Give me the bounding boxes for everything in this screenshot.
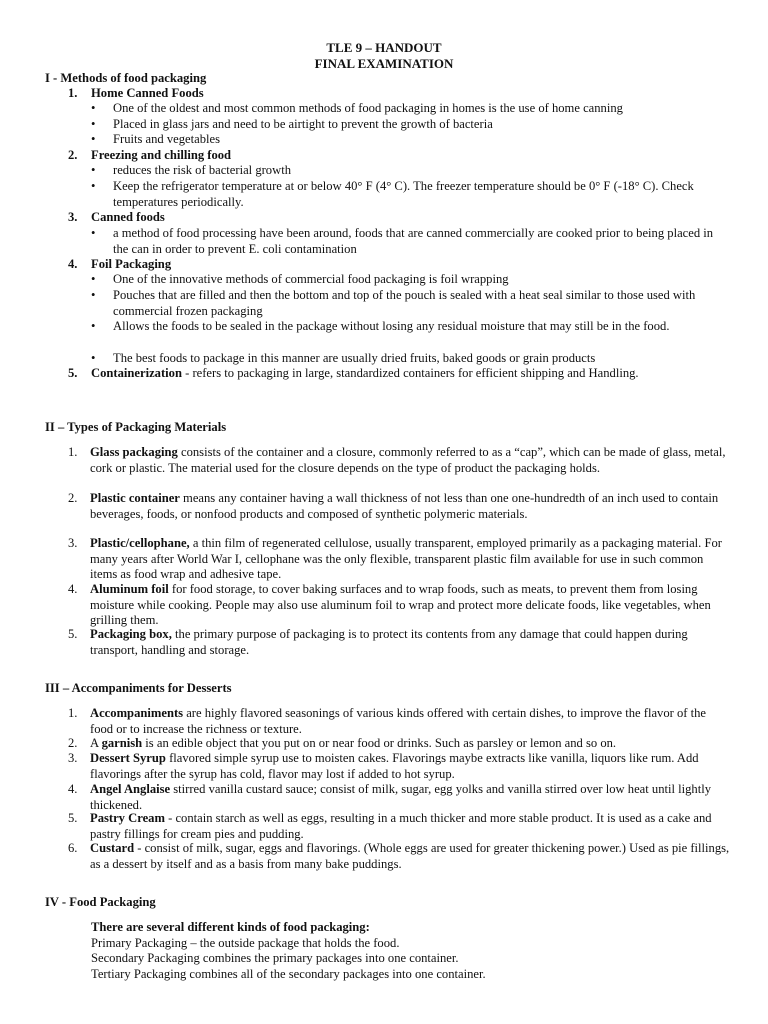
- section-2-heading: II – Types of Packaging Materials: [45, 420, 227, 434]
- s1-item-2-label: Freezing and chilling food: [91, 148, 232, 162]
- title-line-1: TLE 9 – HANDOUT: [326, 40, 442, 55]
- title-line-2: FINAL EXAMINATION: [314, 55, 454, 71]
- bullet-icon: •: [91, 319, 96, 333]
- bullet-icon: •: [91, 288, 96, 302]
- s4-intro-heading: There are several different kinds of food packaging:: [91, 920, 370, 934]
- section-3-heading: III – Accompaniments for Desserts: [45, 681, 232, 695]
- s1-item-4-label: Foil Packaging: [91, 257, 172, 271]
- s4-intro: [91, 920, 731, 982]
- s4-line: Primary Packaging – the outside package that holds the food.: [91, 935, 400, 950]
- s1-item-5-text: Containerization - refers to packaging in large, standardized containers for efficient shipping and Handling.: [91, 366, 639, 380]
- bullet-icon: •: [91, 351, 96, 365]
- bullet-icon: •: [91, 117, 96, 131]
- section-1-heading: I - Methods of food packaging: [45, 71, 207, 85]
- bullet-icon: •: [91, 163, 96, 177]
- handout-title: [0, 40, 768, 71]
- bullet-icon: •: [91, 101, 96, 115]
- section-4-heading: IV - Food Packaging: [45, 895, 156, 909]
- s4-line: Secondary Packaging combines the primary packages into one container.: [91, 951, 459, 965]
- handout-page: TLE 9 – HANDOUT FINAL EXAMINATION I - Methods of food packaging 1. Home Canned Foods • One of the oldest and most common methods of food packaging in homes is the use of home canning • Placed in glass jars and need to be airtight to prevent the growth of bacteria • Fruits and vegetables 2. Freezing and chilling food • reduces the risk of bacterial growth • Keep the refrigerator temperature at or below 40° F (4° C). The freezer temperature should be 0° F (-18° C). Check temperatures periodically. 3. Canned foods • a method of food processing have been around, foods that are canned commercially are cooked prior to being placed in the can in order to prevent E. coli contamination 4. Foil Packaging • One of the innovative methods of commercial food packaging is foil wrapping • Pouches that are filled and then the bottom and top of the pouch is sealed with a heat seal similar to those used with commercial frozen packaging • Allows the foods to be sealed in the package without losing any residual moisture that may still be in the food. • The best foods to package in this manner are usually dried fruits, baked goods or grain products 5. Containerization - refers to packaging in large, standardized containers for efficient shipping and Handling. II – Types of Packaging Materials 1. Glass packaging consists of the container and a closure, commonly referred to as a “cap”, which can be made of glass, metal, cork or plastic. The material used for the closure depends on the type of product the packaging holds. 2. Plastic container means any container having a wall thickness of not less than one one-hundredth of an inch used to contain beverages, foods, or nonfood products and composed of synthetic polymeric materials. 3. Plastic/cellophane, a thin film of regenerated cellulose, usually transparent, employed primarily as a packaging material. For many years after World War I, cellophane was the only flexible, transparent plastic film available for use in such common items as food wrap and adhesive tape. 4. Aluminum foil for food storage, to cover baking surfaces and to wrap foods, such as meats, to prevent them from losing moisture while cooking. People may also use aluminum foil to wrap and protect more delicate foods, like vegetables, when grilling them. 5. Packaging box, the primary purpose of packaging is to protect its contents from any damage that could happen during transport, handling and storage. III – Accompaniments for Desserts 1. Accompaniments are highly flavored seasonings of various kinds offered with certain dishes, to improve the flavor of the food or to increase the richness or texture. 2. A garnish is an edible object that you put on or near food or drinks. Such as parsley or lemon and so on. 3. Dessert Syrup flavored simple syrup use to moisten cakes. Flavorings maybe extracts like vanilla, liquors like rum. Add flavorings after the syrup has cold, flavor may lost if added to hot syrup. 4. Angel Anglaise stirred vanilla custard sauce; consist of milk, sugar, egg yolks and vanilla stirred over low heat until lightly thickened. 5. Pastry Cream - contain starch as well as eggs, resulting in a much thicker and more stable product. It is used as a cake and pastry fillings for cream pies and pudding. 6. Custard - consist of milk, sugar, eggs and flavorings. (Whole eggs are used for greater thickening power.) Used as pie fillings, as a dessert by itself and as a basis from many bake puddings. IV - Food Packaging There are several different kinds of food packaging: Primary Packaging – the outside package that holds the food. Secondary Packaging combines the primary packages into one container. Tertiary Packaging combines all of the secondary packages into one container.: [0, 0, 768, 1024]
- bullet-icon: •: [91, 272, 96, 286]
- bullet-icon: •: [91, 179, 96, 193]
- s1-item-3-label: Canned foods: [91, 210, 165, 224]
- bullet-icon: •: [91, 226, 96, 240]
- s4-line: Tertiary Packaging combines all of the secondary packages into one container.: [91, 966, 486, 981]
- bullet-icon: •: [91, 132, 96, 146]
- s1-item-1-label: Home Canned Foods: [91, 86, 204, 100]
